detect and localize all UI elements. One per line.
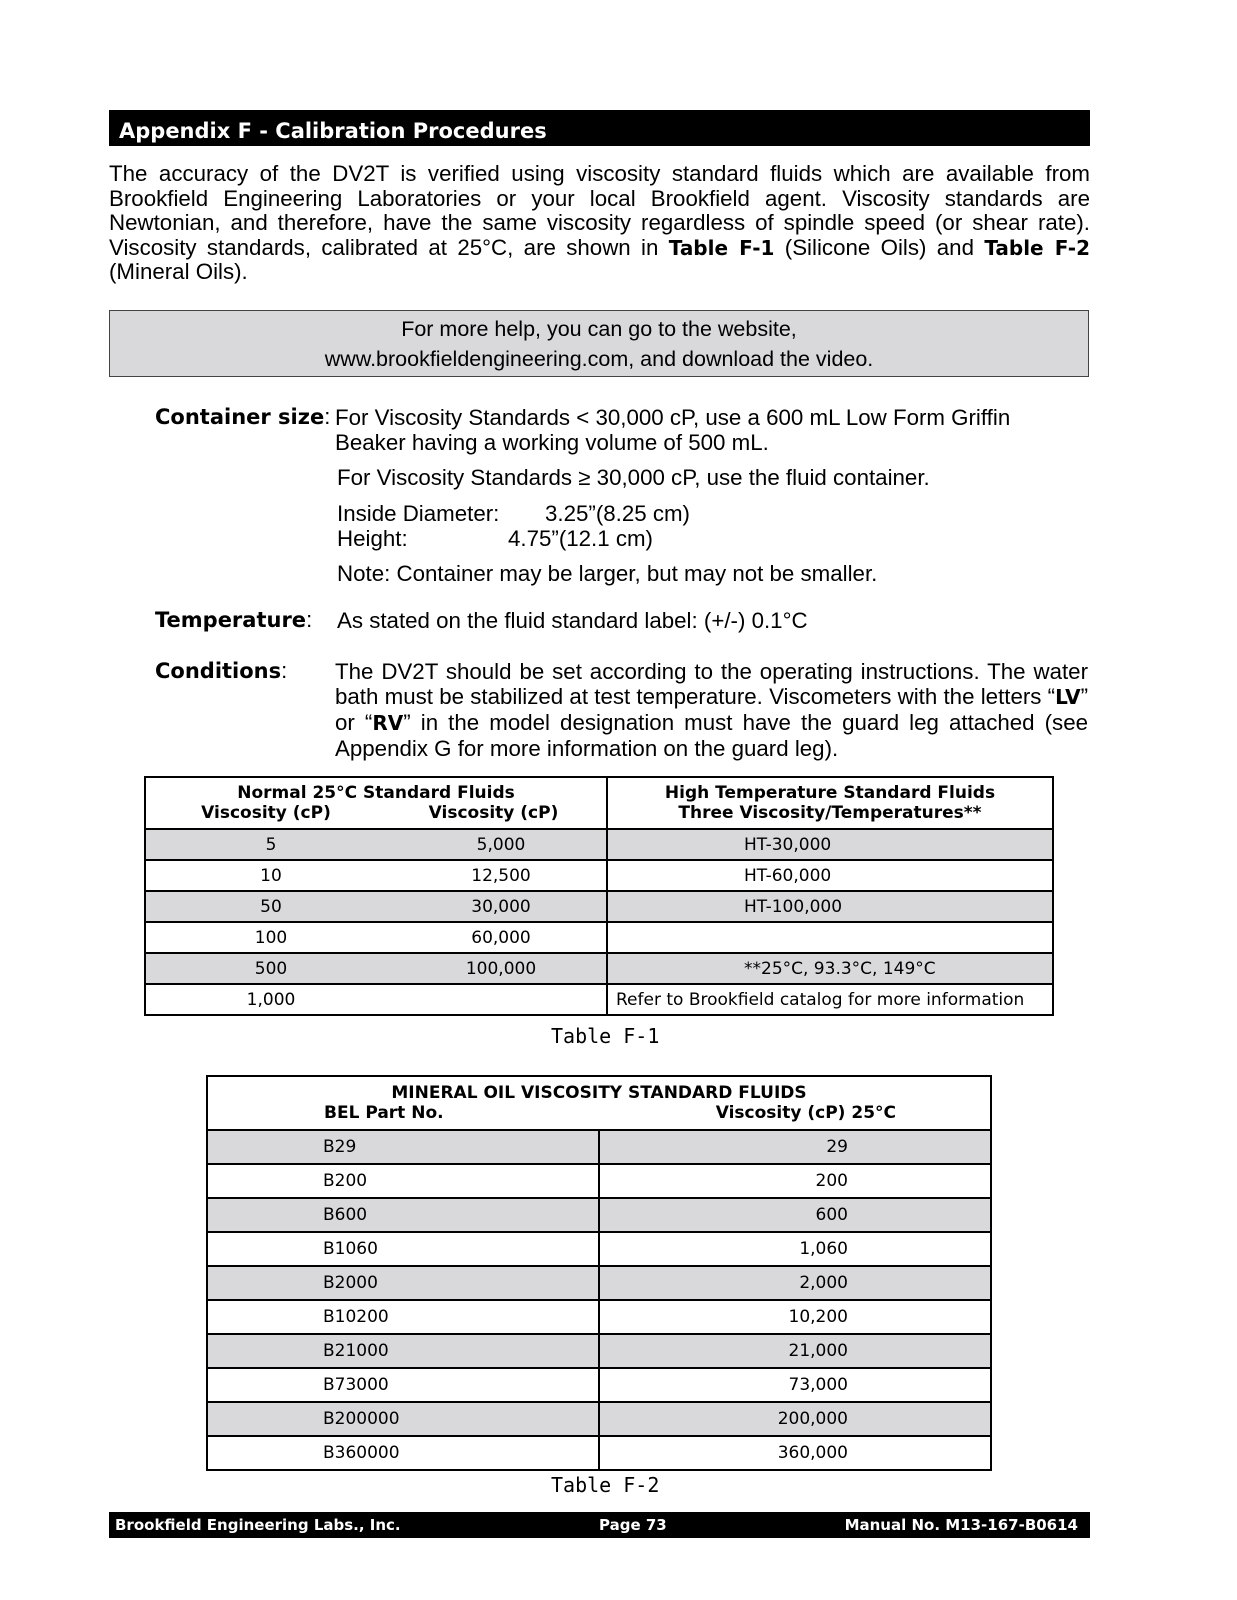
table-cell (607, 984, 1053, 1015)
normal-fluids-header (145, 777, 607, 829)
table-f1-header (145, 777, 1053, 829)
catalog-note: Refer to Brookfield catalog for more information (616, 989, 1025, 1010)
table-row (207, 1266, 991, 1300)
conditions-text-2: ” or “ (335, 684, 1088, 735)
part-number: B200000 (207, 1402, 599, 1436)
viscosity-header: Viscosity (cP) 25°C (715, 1103, 896, 1123)
table-row (207, 1436, 991, 1470)
part-number: B73000 (207, 1368, 599, 1402)
table-cell (145, 860, 607, 891)
viscosity-value: 50 (260, 896, 282, 917)
table-row (207, 1334, 991, 1368)
viscosity-value: 10,200 (599, 1300, 991, 1334)
temperatures-note: **25°C, 93.3°C, 149°C (744, 958, 936, 979)
table-cell (145, 984, 607, 1015)
part-number: B2000 (207, 1266, 599, 1300)
part-no-header: BEL Part No. (324, 1103, 444, 1123)
table-f2-caption: Table F-2 (551, 1473, 660, 1497)
temperature-label: Temperature: (155, 607, 313, 632)
lv-letters: LV (1055, 685, 1081, 709)
table-row (207, 1232, 991, 1266)
viscosity-value: 200,000 (599, 1402, 991, 1436)
table-cell (607, 891, 1053, 922)
viscosity-value: 5,000 (476, 834, 526, 855)
temperature-label-text: Temperature (155, 608, 307, 632)
conditions-text (335, 659, 1088, 761)
high-temp-value (608, 928, 744, 948)
table-row (207, 1164, 991, 1198)
part-number: B360000 (207, 1436, 599, 1470)
table-f2-header (207, 1076, 991, 1130)
viscosity-value: 600 (599, 1198, 991, 1232)
high-temp-value: HT-30,000 (744, 834, 832, 855)
intro-text-1: The accuracy of the DV2T is verified using viscosity standard fluids which are available from Brookfield Engineering Laboratories or your local Brookfield agent. Viscosity standards are Newtonian, and therefore, have the same viscosity regardless of spindle speed (or shear rate). Viscosity standards, calibrated at 25°C, are shown in (109, 161, 1090, 260)
footer-page-number: Page 73 (599, 1516, 667, 1534)
mineral-oil-header (207, 1076, 991, 1130)
section-title: Appendix F - Calibration Procedures (119, 119, 547, 143)
high-temp-value: HT-100,000 (744, 896, 843, 917)
high-temp-title: High Temperature Standard Fluids (664, 783, 996, 803)
table-f1 (144, 776, 1054, 1016)
viscosity-value: 73,000 (599, 1368, 991, 1402)
table-row (145, 891, 1053, 922)
viscosity-value: 100 (254, 927, 288, 948)
intro-text-3: (Mineral Oils). (109, 259, 248, 285)
viscosity-value: 10 (260, 865, 282, 886)
part-number: B1060 (207, 1232, 599, 1266)
container-line-1: For Viscosity Standards < 30,000 cP, use a 600 mL Low Form Griffin Beaker having a working volume of 500 mL. (335, 405, 1011, 455)
part-number: B21000 (207, 1334, 599, 1368)
viscosity-value: 60,000 (471, 927, 531, 948)
mineral-oil-title: MINERAL OIL VISCOSITY STANDARD FLUIDS (391, 1083, 807, 1103)
temperature-text: As stated on the fluid standard label: (+/-) 0.1°C (337, 608, 808, 633)
conditions-label: Conditions: (155, 658, 288, 683)
high-temp-fluids-header (607, 777, 1053, 829)
high-temp-value: HT-60,000 (744, 865, 832, 886)
viscosity-value (396, 990, 606, 1010)
table-f2 (206, 1075, 992, 1471)
viscosity-value: 360,000 (599, 1436, 991, 1470)
table-cell (607, 829, 1053, 860)
container-line-2: For Viscosity Standards ≥ 30,000 cP, use the fluid container. (337, 465, 930, 490)
conditions-text-1: The DV2T should be set according to the operating instructions. The water bath must be stabilized at test temperature. Viscometers with the letters “ (335, 659, 1088, 709)
conditions-text-3: ” in the model designation must have the guard leg attached (see Appendix G for more information on the guard leg). (335, 710, 1089, 761)
help-line-2: www.brookfieldengineering.com, and download the video. (324, 347, 874, 371)
table-row (207, 1130, 991, 1164)
help-box (109, 310, 1089, 377)
table-cell (607, 860, 1053, 891)
part-number: B10200 (207, 1300, 599, 1334)
table-row (207, 1198, 991, 1232)
viscosity-value: 100,000 (465, 958, 537, 979)
rv-letters: RV (372, 711, 404, 735)
viscosity-value: 29 (599, 1130, 991, 1164)
footer-company: Brookfield Engineering Labs., Inc. (115, 1516, 401, 1534)
footer-manual-number: Manual No. M13-167-B0614 (844, 1516, 1078, 1534)
viscosity-col-2-header: Viscosity (cP) (428, 803, 559, 823)
intro-text-2: (Silicone Oils) and (774, 234, 985, 260)
help-line-1: For more help, you can go to the website, (401, 317, 797, 341)
table-cell (145, 891, 607, 922)
part-number: B600 (207, 1198, 599, 1232)
table-cell (145, 829, 607, 860)
table-row (207, 1402, 991, 1436)
inside-diameter-value: 3.25”(8.25 cm) (545, 501, 690, 526)
table-row (145, 984, 1053, 1015)
normal-fluids-title: Normal 25°C Standard Fluids (237, 783, 515, 803)
height-value: 4.75”(12.1 cm) (508, 526, 653, 551)
table-f1-caption: Table F-1 (551, 1024, 660, 1048)
page-footer (109, 1512, 1090, 1538)
viscosity-value: 12,500 (471, 865, 531, 886)
table-row (207, 1300, 991, 1334)
viscosity-value: 500 (254, 958, 288, 979)
viscosity-col-1-header: Viscosity (cP) (201, 803, 331, 823)
table-row (145, 922, 1053, 953)
viscosity-value: 5 (265, 834, 277, 855)
part-number: B29 (207, 1130, 599, 1164)
container-note: Note: Container may be larger, but may not be smaller. (337, 561, 878, 586)
table-row (145, 860, 1053, 891)
table-row (207, 1368, 991, 1402)
section-header (109, 110, 1090, 146)
table-f1-reference: Table F-1 (668, 235, 775, 260)
container-size-label-text: Container size (155, 405, 325, 429)
high-temp-subtitle: Three Viscosity/Temperatures** (678, 803, 982, 823)
height-label: Height: (337, 526, 408, 551)
viscosity-value: 30,000 (471, 896, 531, 917)
table-cell (607, 922, 1053, 953)
table-cell (607, 953, 1053, 984)
viscosity-value: 200 (599, 1164, 991, 1198)
viscosity-value: 1,060 (599, 1232, 991, 1266)
table-cell (145, 922, 607, 953)
container-size-label: Container size: (155, 404, 331, 429)
viscosity-value: 2,000 (599, 1266, 991, 1300)
table-row (145, 953, 1053, 984)
table-cell (145, 953, 607, 984)
viscosity-value: 21,000 (599, 1334, 991, 1368)
intro-paragraph (109, 162, 1090, 285)
table-f2-reference: Table F-2 (984, 235, 1090, 260)
table-row (145, 829, 1053, 860)
inside-diameter-label: Inside Diameter: (337, 501, 500, 526)
conditions-label-text: Conditions (155, 659, 282, 683)
part-number: B200 (207, 1164, 599, 1198)
viscosity-value: 1,000 (246, 989, 296, 1010)
